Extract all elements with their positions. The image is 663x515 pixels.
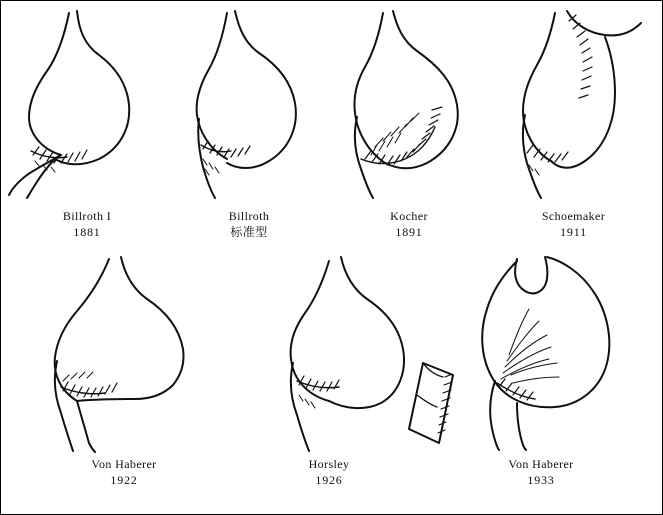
figure-name: Billroth xyxy=(228,209,270,223)
figure-schoemaker xyxy=(493,9,658,199)
figure-horsley xyxy=(259,253,469,453)
figure-name: Horsley xyxy=(308,457,350,471)
caption-kocher xyxy=(329,208,489,240)
figure-year: 1922 xyxy=(110,473,138,488)
caption-horsley xyxy=(269,456,389,488)
caption-von-haberer-1933 xyxy=(451,456,631,488)
figure-name: Kocher xyxy=(390,209,428,223)
figure-year: 1911 xyxy=(560,225,587,240)
figure-kocher xyxy=(331,9,491,199)
caption-billroth-2 xyxy=(169,208,329,240)
figure-billroth-2-drawing xyxy=(169,9,329,199)
figure-year: 1881 xyxy=(73,225,101,240)
figure-billroth-2 xyxy=(169,9,329,199)
figure-year: 1926 xyxy=(315,473,343,488)
figure-sub-label: 标准型 xyxy=(230,225,268,240)
figure-year: 1933 xyxy=(527,473,555,488)
figure-schoemaker-drawing xyxy=(493,9,658,199)
figure-year: 1891 xyxy=(395,225,423,240)
figure-von-haberer-1922-drawing xyxy=(31,253,211,453)
figure-billroth-1-drawing xyxy=(7,9,167,199)
figure-von-haberer-1933 xyxy=(459,251,649,451)
caption-schoemaker xyxy=(491,208,656,240)
figure-horsley-drawing xyxy=(259,253,469,453)
caption-billroth-1 xyxy=(7,208,167,240)
figure-von-haberer-1922 xyxy=(31,253,211,453)
figure-name: Von Haberer xyxy=(508,457,574,471)
figure-name: Von Haberer xyxy=(91,457,157,471)
figure-name: Schoemaker xyxy=(541,209,606,223)
figure-kocher-drawing xyxy=(331,9,491,199)
figure-von-haberer-1933-drawing xyxy=(459,251,649,451)
figure-billroth-1 xyxy=(7,9,167,199)
figure-name: Billroth I xyxy=(62,209,112,223)
caption-von-haberer-1922 xyxy=(39,456,209,488)
